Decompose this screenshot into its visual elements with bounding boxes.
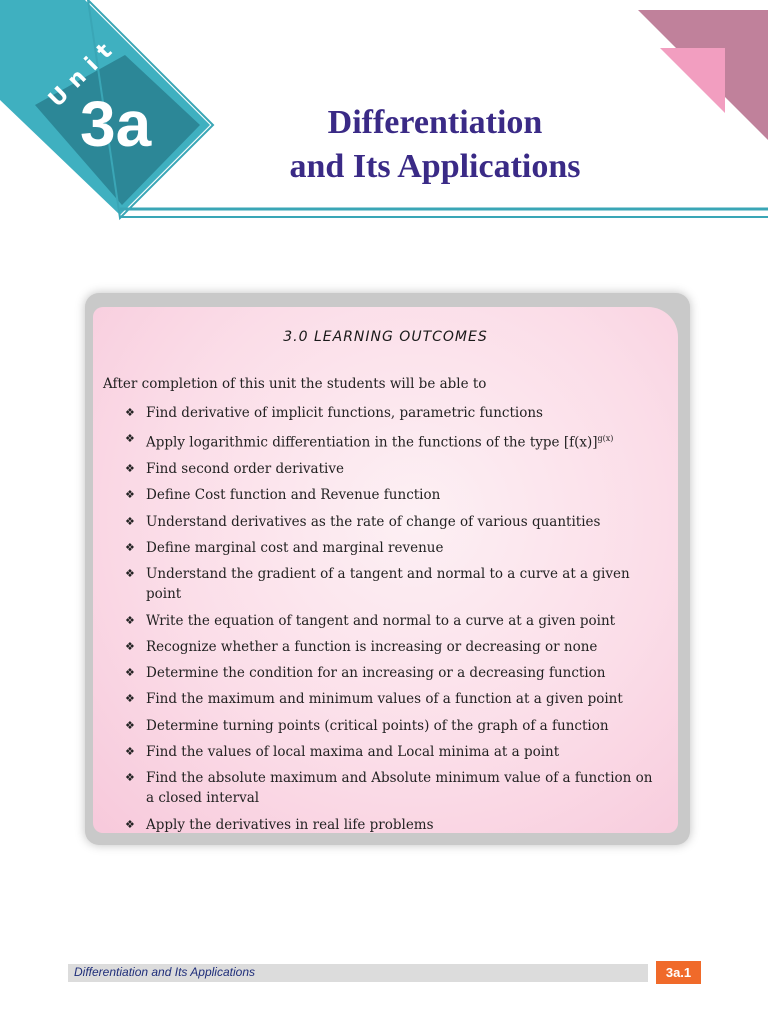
list-item: ❖ Find derivative of implicit functions, parametric functions <box>125 405 543 421</box>
page-title-line1: Differentiation <box>327 104 543 141</box>
exponent: g(x) <box>597 434 614 444</box>
page-number-badge: 3a.1 <box>656 961 701 984</box>
list-item: ❖ Find the maximum and minimum values of a function at a given point <box>125 691 623 708</box>
diamond-bullet-icon: ❖ <box>125 514 135 528</box>
diamond-bullet-icon: ❖ <box>125 567 135 581</box>
list-item: ❖ Apply logarithmic differentiation in the functions of the type $[f(x)]^{g(x)}$ <box>125 429 655 453</box>
diamond-bullet-icon: ❖ <box>125 718 135 732</box>
diamond-bullet-icon: ❖ <box>125 432 135 446</box>
learning-outcomes-list <box>125 403 655 841</box>
list-item: ❖ Understand derivatives as the rate of change of various quantities <box>125 513 601 530</box>
diamond-bullet-icon: ❖ <box>125 745 135 759</box>
diamond-bullet-icon: ❖ <box>125 771 135 785</box>
corner-triangle-pink <box>660 48 725 113</box>
diamond-bullet-icon: ❖ <box>125 488 135 502</box>
page-title-line2: and Its Applications <box>289 148 581 185</box>
diamond-bullet-icon: ❖ <box>125 817 135 831</box>
diamond-bullet-icon: ❖ <box>125 406 135 419</box>
learning-outcomes-intro: After completion of this unit the students will be able to <box>103 376 487 392</box>
diamond-bullet-icon: ❖ <box>125 692 135 706</box>
footer-title: Differentiation and Its Applications <box>74 965 255 979</box>
list-item: ❖ Define Cost function and Revenue function <box>125 487 441 504</box>
list-item: ❖ Apply the derivatives in real life problems <box>125 816 434 833</box>
diamond-bullet-icon: ❖ <box>125 462 135 476</box>
list-item: ❖ Find the values of local maxima and Local minima at a point <box>125 744 560 761</box>
diamond-bullet-icon: ❖ <box>125 666 135 680</box>
list-item: ❖ Determine turning points (critical points) of the graph of a function <box>125 717 609 734</box>
list-item: ❖ Define marginal cost and marginal revenue <box>125 539 444 556</box>
diamond-bullet-icon: ❖ <box>125 639 135 653</box>
learning-outcomes-heading: 3.0 LEARNING OUTCOMES <box>283 329 488 345</box>
list-item: ❖ Recognize whether a function is increasing or decreasing or none <box>125 638 598 655</box>
list-item: ❖ Write the equation of tangent and normal to a curve at a given point <box>125 612 616 629</box>
diamond-bullet-icon: ❖ <box>125 613 135 627</box>
list-item: ❖ Determine the condition for an increasing or a decreasing function <box>125 665 606 682</box>
unit-label: Unit <box>43 32 124 113</box>
diamond-bullet-icon: ❖ <box>125 540 135 554</box>
unit-number: 3a <box>80 88 152 160</box>
list-item: ❖ Find second order derivative <box>125 461 344 478</box>
list-item: ❖ Find the absolute maximum and Absolute minimum value of a function on a closed interval <box>125 770 653 807</box>
list-item: ❖ Understand the gradient of a tangent and normal to a curve at a given point <box>125 566 630 603</box>
